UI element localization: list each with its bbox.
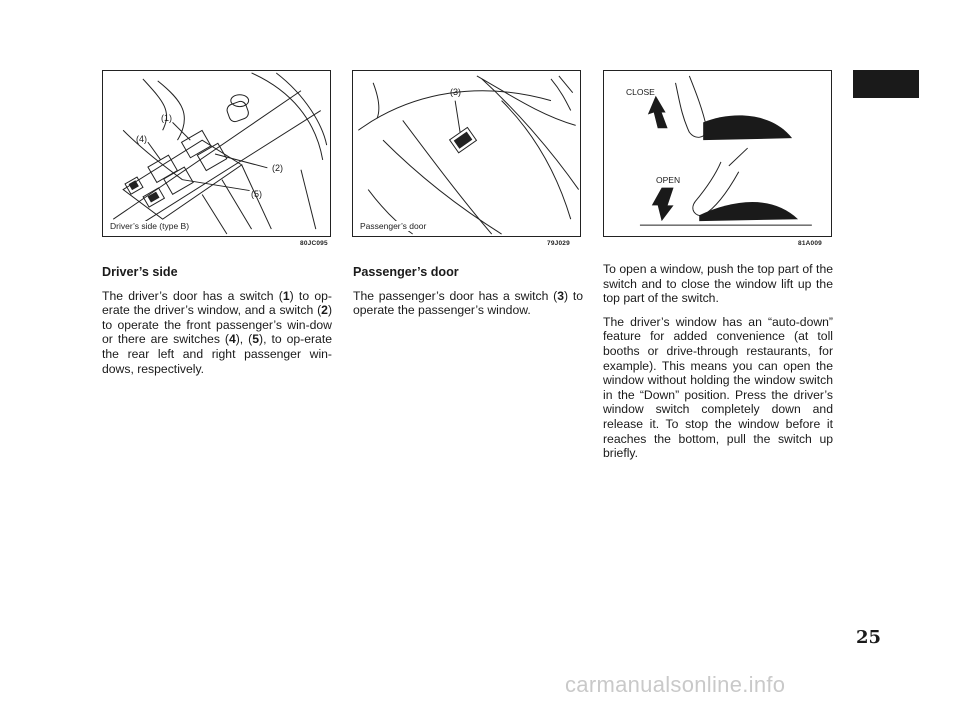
callout-1: (1) — [161, 113, 172, 123]
text-run: The driver’s door has a switch ( — [102, 288, 283, 303]
figure-switch-motion — [603, 70, 832, 237]
section-heading: Passenger’s door — [353, 265, 459, 279]
watermark: carmanualsonline.info — [565, 672, 786, 697]
body-paragraph — [102, 289, 332, 377]
text-run: ) to operate the front passenger’s win-dow or there are switches ( — [102, 303, 332, 347]
close-label: CLOSE — [626, 87, 655, 97]
figure-passengers-door — [352, 70, 581, 237]
callout-4: (4) — [136, 134, 147, 144]
switch-number: 5 — [252, 332, 260, 347]
body-paragraph — [353, 289, 583, 318]
callout-3: (3) — [450, 87, 461, 97]
figure-caption: Driver’s side (type B) — [110, 221, 192, 231]
switch-number: 2 — [321, 303, 328, 318]
text-run: ) to operate the passenger’s window. — [353, 288, 583, 318]
callout-5: (5) — [251, 189, 262, 199]
text-run: ), ( — [235, 332, 253, 347]
text-run: The passenger’s door has a switch ( — [353, 288, 558, 303]
drivers-side-illustration — [103, 71, 330, 236]
figure-drivers-side — [102, 70, 331, 237]
section-tab — [853, 70, 919, 98]
body-paragraph: The driver’s window has an “auto-down” feature for added convenience (at toll booths or drive-through restaurants, for example). This means you can open the window without holding the window switch in the “Down” position. Press the driver’s window switch completely down and release it. To stop the window before it reaches the bottom, pull the switch up briefly. — [603, 314, 833, 461]
section-heading: Driver’s side — [102, 265, 178, 279]
figure-code: 79J029 — [547, 240, 570, 247]
switch-number: 1 — [282, 288, 290, 303]
text-column-passengers-door — [353, 262, 583, 327]
page-number: 25 — [856, 627, 882, 648]
figure-caption: Passenger’s door — [360, 221, 429, 231]
switch-number: 4 — [228, 332, 236, 347]
figure-code: 81A009 — [798, 240, 822, 247]
callout-2: (2) — [272, 163, 283, 173]
text-run: ) to op-erate the driver’s window, and a switch ( — [102, 288, 332, 318]
passengers-door-illustration — [353, 71, 580, 236]
text-column-operation — [603, 262, 833, 470]
body-paragraph: To open a window, push the top part of the switch and to close the window lift up the top part of the switch. — [603, 262, 833, 306]
open-label: OPEN — [656, 175, 681, 185]
switch-number: 3 — [557, 288, 565, 303]
text-run: ), to op-erate the rear left and right passenger win-dows, respectively. — [102, 332, 333, 376]
figure-code: 80JC095 — [300, 240, 328, 247]
text-column-drivers-side — [102, 262, 332, 385]
